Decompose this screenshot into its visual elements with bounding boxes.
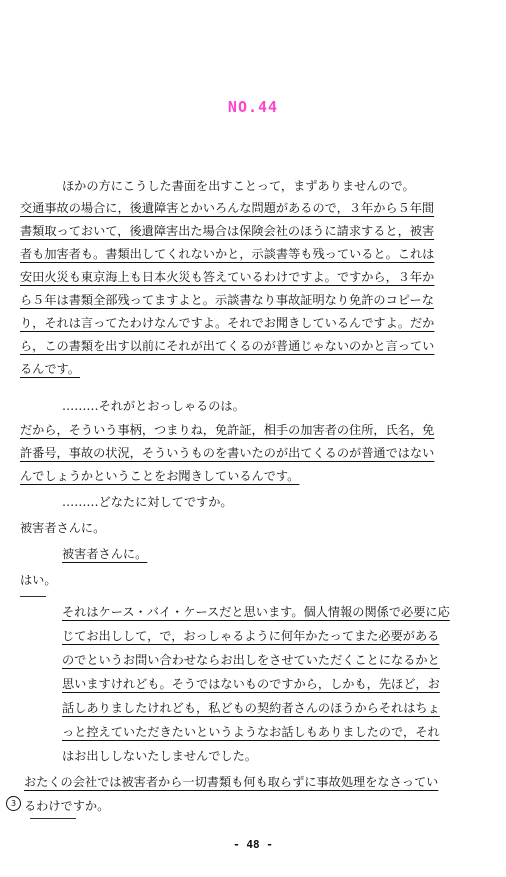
pencil-mark — [30, 818, 76, 819]
text-line: 交通事故の場合に，後遺障害とかいろんな問題があるので，３年から５年間 — [20, 201, 435, 215]
text-line: 者も加害者も。書類出してくれないかと，示談書等も残っていると。これは — [20, 247, 435, 261]
text-line: のでというお問い合わせならお出しをさせていただくことになるかと — [62, 653, 440, 667]
text-line: それはケース・バイ・ケースだと思います。個人情報の関係で必要に応 — [62, 605, 450, 619]
text-line: 被害者さんに。 — [20, 521, 106, 535]
circled-margin-mark: 3 — [6, 796, 21, 811]
text-line: おたくの会社では被害者から一切書類も何も取らずに事故処理をなさってい — [24, 775, 439, 789]
text-line: ほかの方にこうした書面を出すことって，まずありませんので。 — [62, 179, 415, 193]
text-line: ………どなたに対してですか。 — [62, 495, 233, 509]
page-footer-number: - 48 - — [233, 838, 273, 851]
text-line: 思いますけれども。そうではないものですから，しかも，先ほど，お — [62, 677, 440, 691]
text-line: り，それは言ってたわけなんですよ。それでお聞きしているんですよ。だか — [20, 316, 435, 330]
text-line: ら５年は書類全部残ってますよと。示談書なり事故証明なり免許のコピーな — [20, 293, 434, 307]
text-line: だから，そういう事柄，つまりね，免許証，相手の加害者の住所，氏名，免 — [20, 423, 435, 437]
text-line: るわけですか。 — [24, 799, 110, 813]
text-line: んでしょうかということをお聞きしているんです。 — [20, 469, 300, 483]
text-line: っと控えていただきたいというようなお話しもありましたので，それ — [62, 725, 440, 739]
text-line: ………それがとおっしゃるのは。 — [62, 399, 245, 413]
text-line: 書類取っておいて，後遺障害出た場合は保険会社のほうに請求すると，被害 — [20, 224, 435, 238]
text-line: ら，この書類を出す以前にそれが出てくるのが普通じゃないのかと言ってい — [20, 339, 435, 353]
text-line: 安田火災も東京海上も日本火災も答えているわけですよ。ですから，３年か — [20, 270, 435, 284]
pencil-mark — [20, 596, 46, 597]
text-line: はい。 — [20, 573, 57, 587]
text-line: 被害者さんに。 — [62, 547, 148, 561]
text-line: じてお出しして，で，おっしゃるように何年かたってまた必要がある — [62, 629, 440, 643]
page-number-header: NO.44 — [227, 98, 279, 116]
text-line: 話しありましたけれども，私どもの契約者さんのほうからそれはちょ — [62, 701, 440, 715]
text-line: 許番号，事故の状況，そういうものを書いたのが出てくるのが普通ではない — [20, 446, 435, 460]
text-line: はお出ししないたしませんでした。 — [62, 749, 257, 763]
text-line: るんです。 — [20, 362, 80, 376]
